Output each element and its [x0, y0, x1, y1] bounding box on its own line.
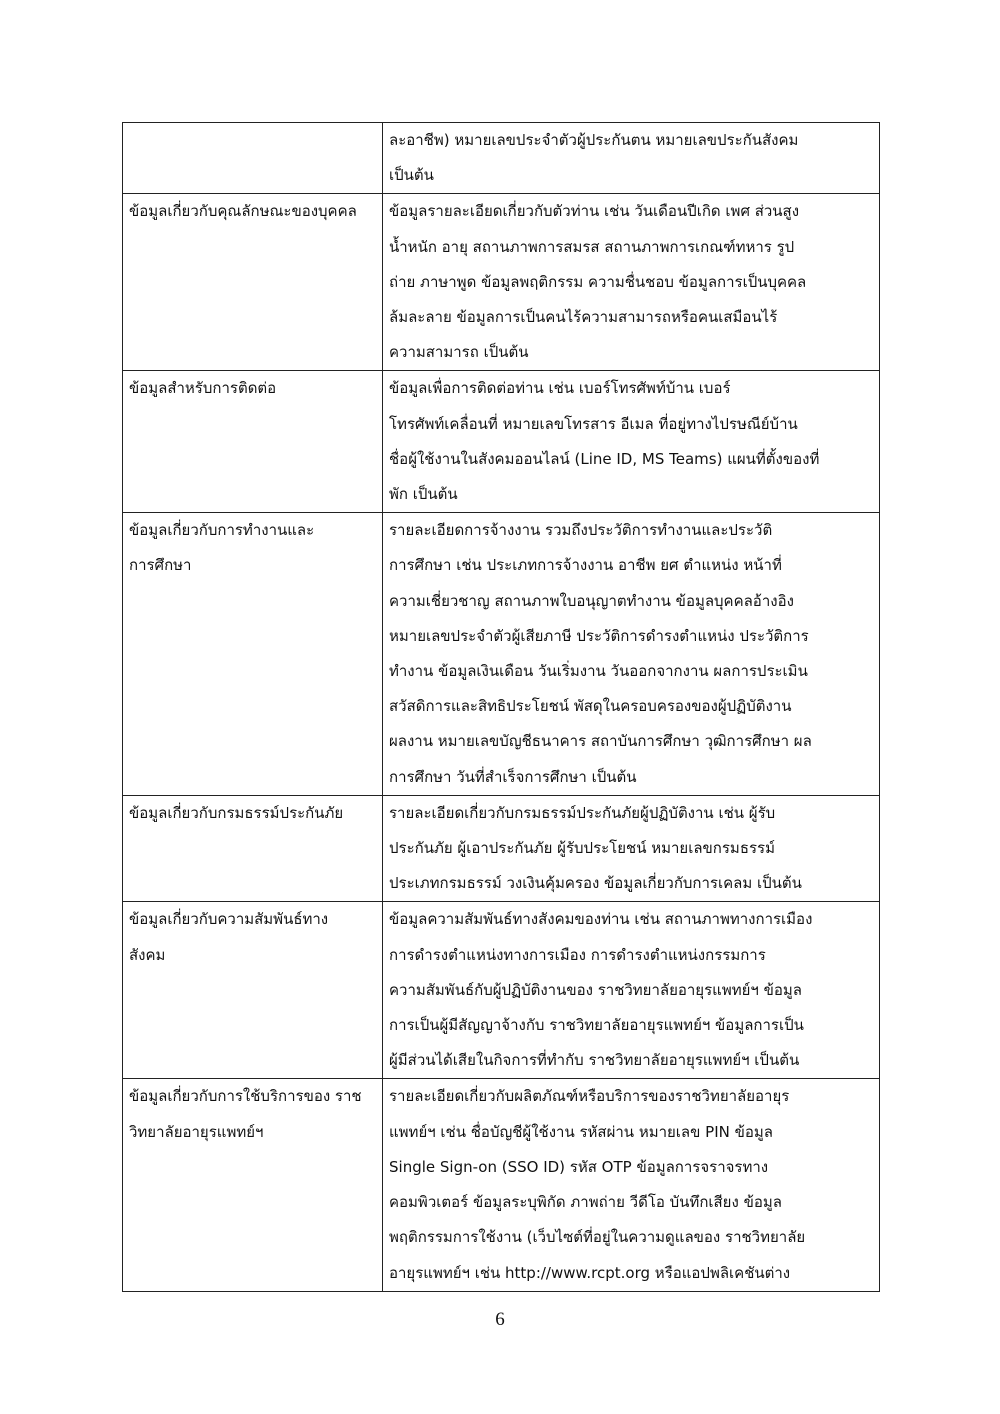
page-number: 6	[495, 1309, 505, 1330]
table-row	[123, 902, 880, 1079]
description-text: ข้อมูลรายละเอียดเกี่ยวกับตัวท่าน เช่น วันเดือนปีเกิด เพศ ส่วนสูง น้ำหนัก อายุ สถานภาพการสมรส สถานภาพการเกณฑ์ทหาร รูป ถ่าย ภาษาพูด ข้อมูลพฤติกรรม ความชื่นชอบ ข้อมูลการเป็นบุคคล ล้มละลาย ข้อมูลการเป็นคนไร้ความสามารถหรือคนเสมือนไร้ ความสามารถ เป็นต้น	[389, 202, 807, 362]
description-cell	[383, 123, 880, 194]
table-row	[123, 371, 880, 513]
description-text: ละอาชีพ) หมายเลขประจำตัวผู้ประกันตน หมายเลขประกันสังคม เป็นต้น	[389, 131, 799, 185]
category-label: ข้อมูลเกี่ยวกับคุณลักษณะของบุคคล	[129, 202, 357, 221]
category-label: ข้อมูลเกี่ยวกับการใช้บริการของ ราช วิทยาลัยอายุรแพทย์ฯ	[129, 1087, 362, 1141]
category-label: ข้อมูลเกี่ยวกับความสัมพันธ์ทาง สังคม	[129, 910, 329, 964]
description-cell	[383, 194, 880, 371]
table-row	[123, 513, 880, 796]
table-row	[123, 194, 880, 371]
description-cell	[383, 795, 880, 902]
description-text: รายละเอียดการจ้างงาน รวมถึงประวัติการทำงานและประวัติ การศึกษา เช่น ประเภทการจ้างงาน อาชีพ ยศ ตำแหน่ง หน้าที่ ความเชี่ยวชาญ สถานภาพใบอนุญาตทำงาน ข้อมูลบุคคลอ้างอิง หมายเลขประจำตัวผู้เสียภาษี ประวัติการดำรงตำแหน่ง ประวัติการ ทำงาน ข้อมูลเงินเดือน วันเริ่มงาน วันออกจากงาน ผลการประเมิน สวัสดิการและสิทธิประโยชน์ พัสดุในครอบครองของผู้ปฏิบัติงาน ผลงาน หมายเลขบัญชีธนาคาร สถาบันการศึกษา วุฒิการศึกษา ผล การศึกษา วันที่สำเร็จการศึกษา เป็นต้น	[389, 521, 812, 786]
category-label: ข้อมูลเกี่ยวกับกรมธรรม์ประกันภัย	[129, 803, 344, 822]
description-text: ข้อมูลเพื่อการติดต่อท่าน เช่น เบอร์โทรศัพท์บ้าน เบอร์ โทรศัพท์เคลื่อนที่ หมายเลขโทรสาร อีเมล ที่อยู่ทางไปรษณีย์บ้าน ชื่อผู้ใช้งานในสังคมออนไลน์ (Line ID, MS Teams) แผนที่ตั้งของที่ พัก เป็นต้น	[389, 379, 820, 504]
category-label: ข้อมูลสำหรับการติดต่อ	[129, 379, 277, 398]
category-cell	[123, 371, 383, 513]
description-cell	[383, 513, 880, 796]
category-cell	[123, 902, 383, 1079]
description-text: รายละเอียดเกี่ยวกับกรมธรรม์ประกันภัยผู้ปฏิบัติงาน เช่น ผู้รับ ประกันภัย ผู้เอาประกันภัย ผู้รับประโยชน์ หมายเลขกรมธรรม์ ประเภทกรมธรรม์ วงเงินคุ้มครอง ข้อมูลเกี่ยวกับการเคลม เป็นต้น	[389, 803, 802, 893]
category-cell	[123, 194, 383, 371]
description-cell	[383, 1079, 880, 1291]
personal-data-table	[122, 122, 880, 1292]
category-cell	[123, 123, 383, 194]
category-cell	[123, 513, 383, 796]
table-row	[123, 1079, 880, 1291]
category-cell	[123, 1079, 383, 1291]
description-cell	[383, 371, 880, 513]
table-row	[123, 123, 880, 194]
table-row	[123, 795, 880, 902]
description-text: รายละเอียดเกี่ยวกับผลิตภัณฑ์หรือบริการของราชวิทยาลัยอายุร แพทย์ฯ เช่น ชื่อบัญชีผู้ใช้งาน รหัสผ่าน หมายเลข PIN ข้อมูล Single Sign-on (SSO ID) รหัส OTP ข้อมูลการจราจรทาง คอมพิวเตอร์ ข้อมูลระบุพิกัด ภาพถ่าย วีดีโอ บันทึกเสียง ข้อมูล พฤติกรรมการใช้งาน (เว็บไซต์ที่อยู่ในความดูแลของ ราชวิทยาลัย อายุรแพทย์ฯ เช่น http://www.rcpt.org หรือแอปพลิเคชันต่าง	[389, 1087, 806, 1282]
category-label: ข้อมูลเกี่ยวกับการทำงานและ การศึกษา	[129, 521, 315, 575]
description-cell	[383, 902, 880, 1079]
description-text: ข้อมูลความสัมพันธ์ทางสังคมของท่าน เช่น สถานภาพทางการเมือง การดำรงตำแหน่งทางการเมือง การดำรงตำแหน่งกรรมการ ความสัมพันธ์กับผู้ปฏิบัติงานของ ราชวิทยาลัยอายุรแพทย์ฯ ข้อมูล การเป็นผู้มีสัญญาจ้างกับ ราชวิทยาลัยอายุรแพทย์ฯ ข้อมูลการเป็น ผู้มีส่วนได้เสียในกิจการที่ทำกับ ราชวิทยาลัยอายุรแพทย์ฯ เป็นต้น	[389, 910, 813, 1070]
category-cell	[123, 795, 383, 902]
